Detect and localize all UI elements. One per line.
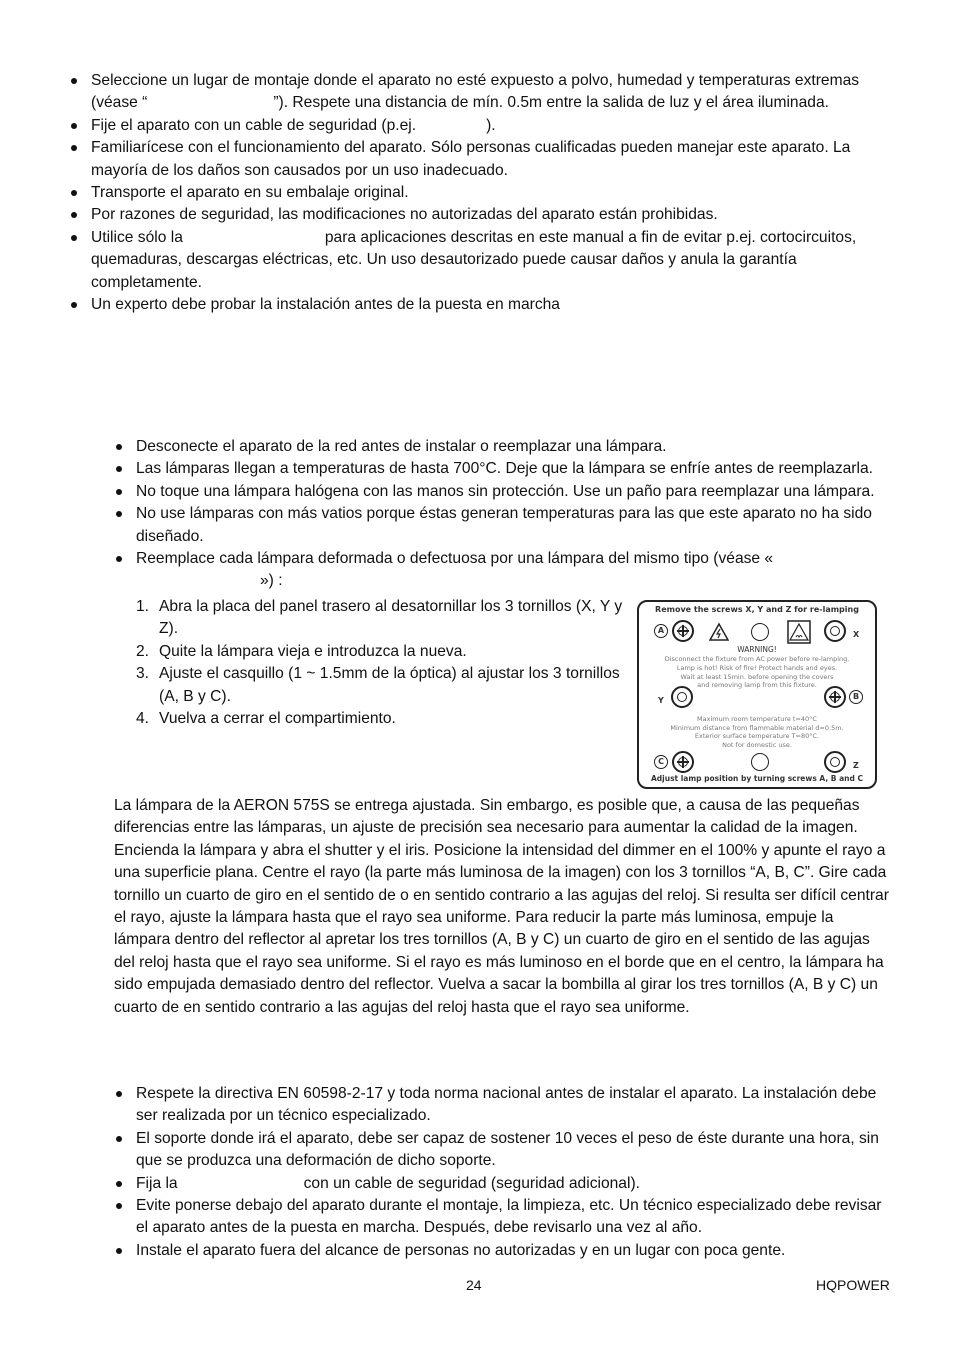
- step-item: 1. Abra la placa del panel trasero al desatornillar los 3 tornillos (X, Y y Z).: [136, 598, 623, 638]
- screw-x-icon: [824, 620, 846, 642]
- warning-text: Disconnect the fixture from AC power before re-lamping. Lamp is hot! Risk of fire! Protect hands and eyes. Wait at least 15min. before opening the covers and removing lamp from this fixture.: [664, 655, 850, 690]
- footer-brand: HQPOWER: [816, 1277, 890, 1293]
- list-item: Respete la directiva EN 60598-2-17 y toda norma nacional antes de instalar el aparato. La instalación debe ser realizada por un técnico especializado.: [136, 1083, 896, 1128]
- list-item: Por razones de seguridad, las modificaciones no autorizadas del aparato están prohibidas.: [91, 204, 881, 226]
- page-number: 24: [466, 1277, 482, 1293]
- lamp-replacement-list: [136, 436, 896, 593]
- list-item: Evite ponerse debajo del aparato durante el montaje, la limpieza, etc. Un técnico especializado debe revisar el aparato antes de la puesta en marcha. Después, debe revisarlo una vez al año.: [136, 1195, 896, 1240]
- list-item: No toque una lámpara halógena con las manos sin protección. Use un paño para reemplazar una lámpara.: [136, 481, 896, 503]
- screw-a-icon: [672, 620, 694, 642]
- list-item: Familiarícese con el funcionamiento del aparato. Sólo personas cualificadas pueden manejar este aparato. La mayoría de los daños son causados por un uso inadecuado.: [91, 137, 881, 182]
- screw-z-icon: [824, 751, 846, 773]
- screw-y-icon: [671, 686, 693, 708]
- list-item: Utilice sólo la para aplicaciones descritas en este manual a fin de evitar p.ej. cortocircuitos, quemaduras, descargas eléctricas, etc. Un uso desautorizado puede causar daños y anula la garantía completamente.: [91, 227, 881, 294]
- rear-panel-label: [637, 600, 877, 789]
- screw-c-icon: [672, 751, 694, 773]
- list-item: No use lámparas con más vatios porque éstas generan temperaturas para las que este aparato no ha sido diseñado.: [136, 503, 896, 548]
- letter-c-badge: C: [654, 755, 668, 769]
- label-bottom-text: Adjust lamp position by turning screws A, B and C: [650, 774, 864, 783]
- electric-hazard-icon: [709, 622, 729, 642]
- letter-y: Y: [658, 696, 664, 705]
- list-item: Un experto debe probar la instalación antes de la puesta en marcha: [91, 294, 881, 316]
- list-item: Transporte el aparato en su embalaje original.: [91, 182, 881, 204]
- step-item: 4. Vuelva a cerrar el compartimiento.: [136, 710, 396, 728]
- list-item: Desconecte el aparato de la red antes de instalar o reemplazar una lámpara.: [136, 436, 896, 458]
- hot-surface-icon: [787, 620, 811, 644]
- list-item: Reemplace cada lámpara deformada o defectuosa por una lámpara del mismo tipo (véase «») :: [136, 548, 896, 593]
- letter-b-badge: B: [849, 690, 863, 704]
- mounting-list: [136, 1083, 896, 1262]
- temperature-text: Maximum room temperature t=40°C Minimum distance from flammable material d=0.5m. Exterior surface temperature T=80°C. Not for domestic use.: [670, 715, 844, 749]
- safety-list: [91, 70, 881, 316]
- warning-title: WARNING!: [737, 645, 777, 654]
- lamp-steps: [136, 596, 626, 730]
- letter-a-badge: A: [654, 624, 668, 638]
- list-item: Fije el aparato con un cable de seguridad (p.ej. ).: [91, 115, 881, 137]
- list-item: Fija la con un cable de seguridad (seguridad adicional).: [136, 1173, 896, 1195]
- letter-x: X: [853, 630, 860, 639]
- step-item: 2. Quite la lámpara vieja e introduzca la nueva.: [136, 642, 467, 660]
- step-item: 3. Ajuste el casquillo (1 ~ 1.5mm de la óptica) al ajustar los 3 tornillos (A, B y C).: [136, 665, 620, 705]
- indicator-circle-icon: [751, 623, 769, 641]
- list-item: El soporte donde irá el aparato, debe ser capaz de sostener 10 veces el peso de éste durante una hora, sin que se produzca una deformación de dicho soporte.: [136, 1128, 896, 1173]
- letter-z: Z: [853, 761, 859, 770]
- label-top-text: Remove the screws X, Y and Z for re-lamping: [655, 605, 859, 614]
- adjustment-paragraph: La lámpara de la AERON 575S se entrega ajustada. Sin embargo, es posible que, a causa de las pequeñas diferencias entre las lámparas, un ajuste de precisión sea necesario para aumentar la calidad de la imagen. Encienda la lámpara y abra el shutter y el iris. Posicione la intensidad del dimmer en el 100% y apunte el rayo a una superficie plana. Centre el rayo (la parte más luminosa de la imagen) con los 3 tornillos “A, B, C”. Gire cada tornillo un cuarto de giro en el sentido de o en sentido contrario a las agujas del reloj. Si resulta ser difícil centrar el rayo, ajuste la lámpara hasta que el rayo sea uniforme. Para reducir la parte más luminosa, empuje la lámpara dentro del reflector al apretar los tres tornillos (A, B y C) un cuarto de giro en el sentido de las agujas del reloj hasta que el rayo sea uniforme. Si el rayo es más luminoso en el borde que en el centro, la lámpara ha sido empujada demasiado dentro del reflector. Vuelva a sacar la bombilla al girar los tres tornillos (A, B y C) un cuarto de en sentido contrario a las agujas del reloj hasta que el rayo sea uniforme.: [114, 797, 889, 1016]
- list-item: Las lámparas llegan a temperaturas de hasta 700°C. Deje que la lámpara se enfríe antes de reemplazarla.: [136, 458, 896, 480]
- list-item: Seleccione un lugar de montaje donde el aparato no esté expuesto a polvo, humedad y temperaturas extremas (véase “ ”). Respete una distancia de mín. 0.5m entre la salida de luz y el área iluminada.: [91, 70, 881, 115]
- screw-b-icon: [824, 686, 846, 708]
- list-item: Instale el aparato fuera del alcance de personas no autorizadas y en un lugar con poca gente.: [136, 1240, 896, 1262]
- indicator-circle-icon: [751, 753, 769, 771]
